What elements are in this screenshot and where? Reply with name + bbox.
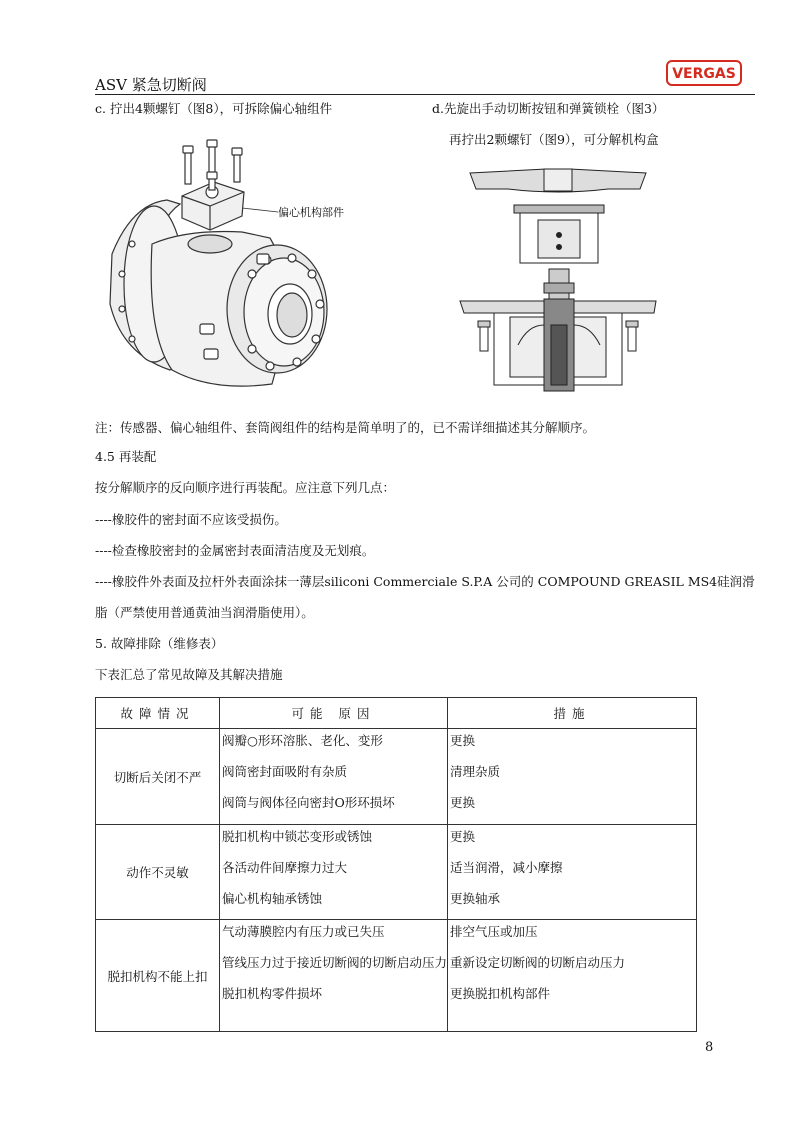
action-line: 更换 <box>450 733 476 748</box>
cause-line: 管线压力过于接近切断阀的切断启动压力 <box>222 955 448 970</box>
symptom-cell: 切断后关闭不严 <box>96 729 220 825</box>
logo-text: VERGAS <box>672 66 736 82</box>
action-line: 更换脱扣机构部件 <box>450 986 551 1001</box>
cause-line: 脱扣机构中锁芯变形或锈蚀 <box>222 829 373 844</box>
action-line: 排空气压或加压 <box>450 924 538 939</box>
reassembly-point-2: ----检查橡胶密封的金属密封表面清洁度及无划痕。 <box>95 543 375 558</box>
table-row <box>96 825 697 920</box>
cause-line: 各活动件间摩擦力过大 <box>222 860 348 875</box>
header-action: 措施 <box>448 698 697 729</box>
reassembly-point-3: ----橡胶件外表面及拉杆外表面涂抹一薄层siliconi Commerciale S.P.A 公司的 COMPOUND GREASIL MS4硅润滑 <box>95 574 755 589</box>
figure-caption-left: c. 拧出4颗螺钉（图8），可拆除偏心轴组件 <box>95 101 333 116</box>
action-line: 更换轴承 <box>450 891 501 906</box>
cause-line: 偏心机构轴承锈蚀 <box>222 891 323 906</box>
callout-eccentric-parts: 偏心机构部件 <box>278 206 344 219</box>
document-title: ASV 紧急切断阀 <box>95 76 207 94</box>
header-symptom: 故障情况 <box>96 698 220 729</box>
valve-exploded-drawing <box>92 134 344 398</box>
action-line: 适当润滑，减小摩擦 <box>450 860 563 875</box>
table-header-row <box>96 698 697 729</box>
cause-cell <box>220 825 448 920</box>
section-heading-5: 5. 故障排除（维修表） <box>95 636 224 651</box>
mechanism-box-drawing <box>458 165 658 397</box>
cause-line: 阀筒与阀体径向密封O形环损坏 <box>222 795 395 810</box>
cause-line: 脱扣机构零件损坏 <box>222 986 323 1001</box>
cause-line: 气动薄膜腔内有压力或已失压 <box>222 924 385 939</box>
symptom-cell: 动作不灵敏 <box>96 825 220 920</box>
action-cell <box>448 825 697 920</box>
table-row <box>96 729 697 825</box>
header-divider <box>95 94 755 95</box>
cause-line: 阀瓣○形环溶胀、老化、变形 <box>222 733 383 748</box>
cause-cell <box>220 920 448 1032</box>
figure-caption-right-1: d.先旋出手动切断按钮和弹簧锁栓（图3） <box>432 101 665 116</box>
table-row <box>96 920 697 1032</box>
reassembly-point-3-cont: 脂（严禁使用普通黄油当润滑脂使用）。 <box>95 605 314 620</box>
action-cell <box>448 729 697 825</box>
page-number: 8 <box>705 1040 714 1055</box>
vergas-logo <box>666 60 742 86</box>
header-cause: 可能 原因 <box>220 698 448 729</box>
action-line: 重新设定切断阀的切断启动压力 <box>450 955 626 970</box>
action-line: 清理杂质 <box>450 764 501 779</box>
section-heading-4-5: 4.5 再装配 <box>95 449 157 464</box>
figure-caption-right-2: 再拧出2颗螺钉（图9），可分解机构盒 <box>449 132 659 147</box>
cause-cell <box>220 729 448 825</box>
symptom-cell: 脱扣机构不能上扣 <box>96 920 220 1032</box>
troubleshooting-table <box>95 697 697 1032</box>
action-cell <box>448 920 697 1032</box>
action-line: 更换 <box>450 829 476 844</box>
cause-line: 阀筒密封面吸附有杂质 <box>222 764 348 779</box>
reassembly-point-1: ----橡胶件的密封面不应该受损伤。 <box>95 512 287 527</box>
action-line: 更换 <box>450 795 476 810</box>
table-intro: 下表汇总了常见故障及其解决措施 <box>95 667 283 682</box>
reassembly-intro: 按分解顺序的反向顺序进行再装配。应注意下列几点： <box>95 480 396 495</box>
disassembly-note: 注：传感器、偏心轴组件、套筒阀组件的结构是简单明了的，已不需详细描述其分解顺序。 <box>95 420 596 435</box>
